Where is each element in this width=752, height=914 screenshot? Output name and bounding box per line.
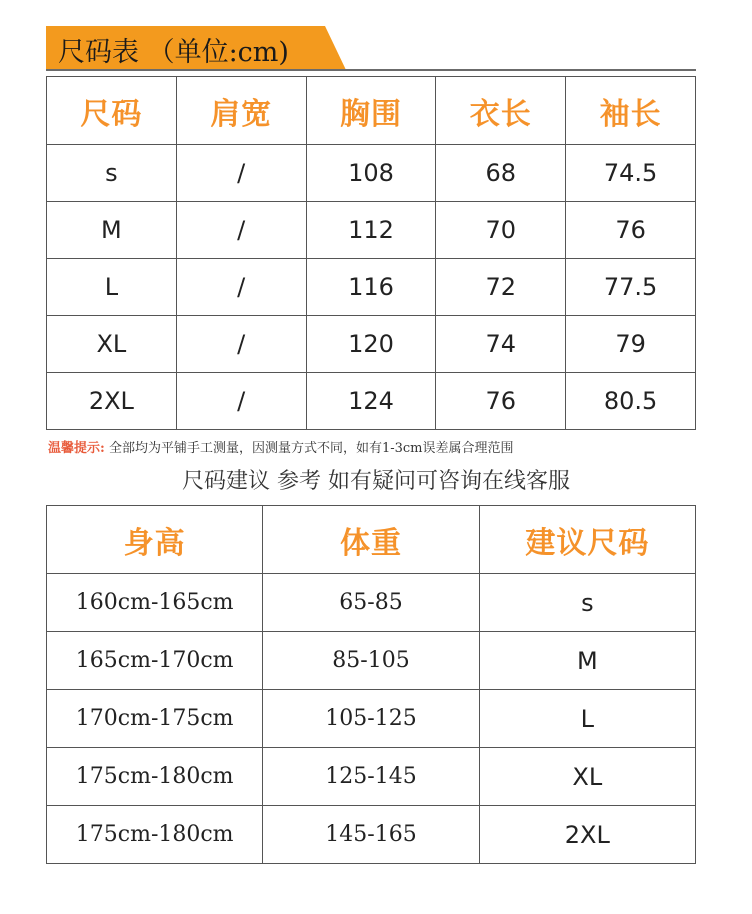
cell-size: XL bbox=[47, 316, 177, 373]
table-row bbox=[47, 748, 696, 806]
recommend-table-header-row bbox=[47, 506, 696, 574]
cell-sleeve: 76 bbox=[566, 202, 696, 259]
cell-height: 160cm-165cm bbox=[47, 574, 263, 632]
cell-height: 170cm-175cm bbox=[47, 690, 263, 748]
table-row bbox=[47, 316, 696, 373]
header-length: 衣长 bbox=[436, 77, 566, 145]
cell-chest: 116 bbox=[306, 259, 436, 316]
cell-shoulder: / bbox=[176, 259, 306, 316]
cell-recommended-size: L bbox=[479, 690, 695, 748]
table-row bbox=[47, 632, 696, 690]
size-chart-table bbox=[46, 76, 696, 430]
header-weight: 体重 bbox=[263, 506, 479, 574]
size-recommendation-table bbox=[46, 505, 696, 864]
cell-size: M bbox=[47, 202, 177, 259]
cell-weight: 125-145 bbox=[263, 748, 479, 806]
cell-recommended-size: XL bbox=[479, 748, 695, 806]
cell-chest: 124 bbox=[306, 373, 436, 430]
header-sleeve: 袖长 bbox=[566, 77, 696, 145]
cell-weight: 85-105 bbox=[263, 632, 479, 690]
header-size: 尺码 bbox=[47, 77, 177, 145]
cell-shoulder: / bbox=[176, 373, 306, 430]
cell-height: 175cm-180cm bbox=[47, 806, 263, 864]
cell-length: 70 bbox=[436, 202, 566, 259]
cell-weight: 145-165 bbox=[263, 806, 479, 864]
title-banner bbox=[46, 24, 356, 70]
measurement-note bbox=[48, 437, 514, 456]
cell-weight: 105-125 bbox=[263, 690, 479, 748]
cell-length: 74 bbox=[436, 316, 566, 373]
table-row bbox=[47, 202, 696, 259]
cell-recommended-size: 2XL bbox=[479, 806, 695, 864]
size-advice-heading: 尺码建议 参考 如有疑问可咨询在线客服 bbox=[182, 469, 570, 494]
cell-shoulder: / bbox=[176, 202, 306, 259]
cell-length: 68 bbox=[436, 145, 566, 202]
cell-size: s bbox=[47, 145, 177, 202]
cell-shoulder: / bbox=[176, 316, 306, 373]
cell-chest: 112 bbox=[306, 202, 436, 259]
cell-sleeve: 79 bbox=[566, 316, 696, 373]
cell-recommended-size: M bbox=[479, 632, 695, 690]
cell-weight: 65-85 bbox=[263, 574, 479, 632]
cell-size: L bbox=[47, 259, 177, 316]
cell-recommended-size: s bbox=[479, 574, 695, 632]
note-label: 温馨提示: bbox=[48, 441, 105, 456]
cell-sleeve: 77.5 bbox=[566, 259, 696, 316]
cell-height: 165cm-170cm bbox=[47, 632, 263, 690]
note-text: 全部均为平铺手工测量，因测量方式不同，如有1-3cm误差属合理范围 bbox=[108, 441, 514, 456]
title-divider bbox=[46, 69, 696, 71]
table-row bbox=[47, 806, 696, 864]
size-table-header-row bbox=[47, 77, 696, 145]
cell-chest: 120 bbox=[306, 316, 436, 373]
cell-chest: 108 bbox=[306, 145, 436, 202]
cell-length: 76 bbox=[436, 373, 566, 430]
header-chest: 胸围 bbox=[306, 77, 436, 145]
header-shoulder: 肩宽 bbox=[176, 77, 306, 145]
header-recommended-size: 建议尺码 bbox=[479, 506, 695, 574]
header-height: 身高 bbox=[47, 506, 263, 574]
table-row bbox=[47, 145, 696, 202]
table-row bbox=[47, 690, 696, 748]
cell-sleeve: 74.5 bbox=[566, 145, 696, 202]
table-row bbox=[47, 373, 696, 430]
cell-length: 72 bbox=[436, 259, 566, 316]
cell-shoulder: / bbox=[176, 145, 306, 202]
table-row bbox=[47, 574, 696, 632]
cell-sleeve: 80.5 bbox=[566, 373, 696, 430]
page-title: 尺码表 （单位:cm) bbox=[58, 37, 289, 68]
cell-size: 2XL bbox=[47, 373, 177, 430]
table-row bbox=[47, 259, 696, 316]
cell-height: 175cm-180cm bbox=[47, 748, 263, 806]
